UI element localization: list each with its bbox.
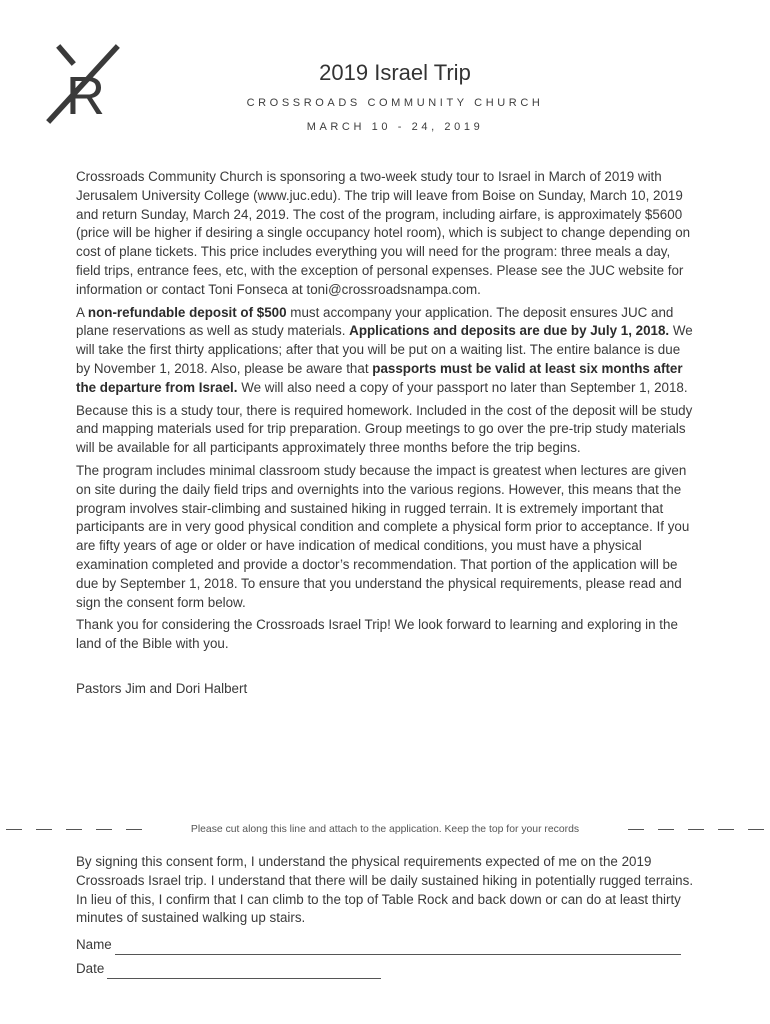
church-name: CROSSROADS COMMUNITY CHURCH (246, 97, 544, 109)
logo-letter: R (66, 66, 105, 126)
deposit-text-e: We will take the first thirty applications; after that you will be put on a waiting list. The entire balance is due by November 1, 2018. Also, please be aware that (76, 323, 693, 376)
deposit-text-a: A (76, 304, 88, 320)
passport-requirement-bold: passports must be valid at least six months after the departure from Israel. (76, 360, 683, 395)
consent-form (76, 853, 694, 979)
date-field[interactable] (76, 957, 694, 979)
date-line[interactable] (107, 964, 381, 979)
name-label: Name (76, 937, 112, 953)
cut-dashes-right (614, 829, 764, 830)
due-date-bold: Applications and deposits are due by July 1, 2018. (349, 323, 670, 339)
deposit-text-g: We will also need a copy of your passport no later than September 1, 2018. (237, 379, 688, 395)
paragraph-physical: The program includes minimal classroom study because the impact is greatest when lectures are given on site during the daily field trips and overnights into the various regions. However, this means that the program involves stair-climbing and sustained hiking in rugged terrain. It is extremely important that participants are in very good physical condition and complete a physical form prior to acceptance. If you are fifty years of age or older or have indication of medical conditions, you must have a physical examination completed and provide a doctor’s recommendation. That portion of the application will be due by September 1, 2018. To ensure that you understand the physical requirements, please read and sign the consent form below. (76, 462, 690, 610)
cut-instruction: Please cut along this line and attach to the application. Keep the top for your records (190, 823, 580, 835)
signature: Pastors Jim and Dori Halbert (76, 680, 248, 696)
name-line[interactable] (115, 940, 681, 955)
trip-dates: MARCH 10 - 24, 2019 (306, 121, 484, 133)
cut-line (0, 820, 770, 838)
paragraph-thanks: Thank you for considering the Crossroads Israel Trip! We look forward to learning and exploring in the land of the Bible with you. (76, 617, 678, 652)
date-label: Date (76, 961, 105, 977)
page-title: 2019 Israel Trip (319, 60, 471, 85)
letter-body (76, 168, 694, 703)
cut-dashes-left (6, 829, 156, 830)
deposit-text-c: must accompany your application. The deposit ensures JUC and plane reservations as well as study materials. (76, 304, 674, 339)
paragraph-intro: Crossroads Community Church is sponsoring a two-week study tour to Israel in March of 2019 with Jerusalem University College (www.juc.edu). The trip will leave from Boise on Sunday, March 10, 2019 and return Sunday, March 24, 2019. The cost of the program, including airfare, is approximately $5600 (price will be higher if desiring a single occupancy hotel room), which is subject to change depending on cost of plane tickets. This price includes everything you will need for the program: three meals a day, field trips, entrance fees, etc, with the exception of personal expenses. Please see the JUC website for information or contact Toni Fonseca at toni@crossroadsnampa.com. (76, 169, 691, 297)
deposit-amount-bold: non-refundable deposit of $500 (87, 304, 287, 320)
paragraph-deposit (76, 304, 694, 398)
consent-text: By signing this consent form, I understand the physical requirements expected of me on the 2019 Crossroads Israel trip. I understand that there will be daily sustained hiking in potentially rugged terrains. In lieu of this, I confirm that I can climb to the top of Table Rock and back down or can do at least thirty minutes of sustained walking up stairs. (76, 854, 694, 926)
name-field[interactable] (76, 933, 694, 955)
paragraph-homework: Because this is a study tour, there is required homework. Included in the cost of the deposit will be study and mapping materials used for trip preparation. Group meetings to go over the pre-trip study materials will be available for all participants approximately three months before the trip begins. (76, 402, 693, 456)
